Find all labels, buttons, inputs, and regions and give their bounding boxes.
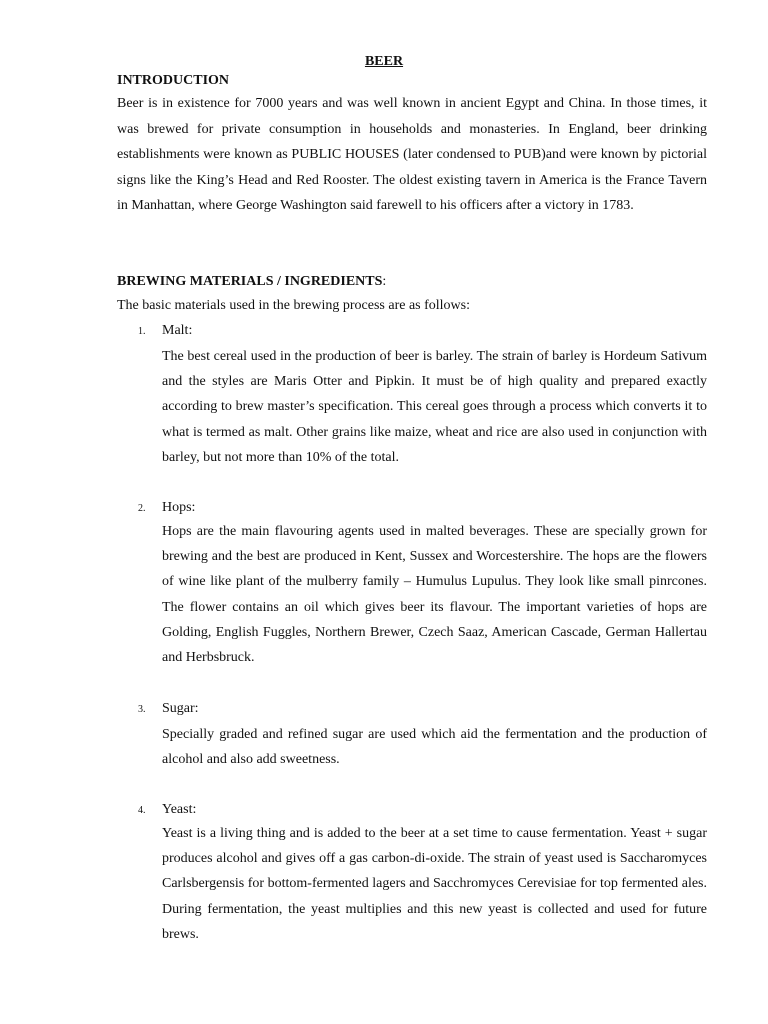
list-item-number: 4.	[138, 805, 146, 816]
list-item-body: Hops are the main flavouring agents used in malted beverages. These are specially grown for brewing and the best are produced in Kent, Sussex and Worcestershire. The hops are the flowers of wine like plant of the mulberry family – Humulus Lupulus. They look like small pinrcones. The flower contains an oil which gives beer its flavour. The important varieties of hops are Golding, English Fuggles, Northern Brewer, Czech Saaz, American Cascade, German Hallertau and Herbsbruck.	[162, 524, 707, 666]
intro-heading: INTRODUCTION	[117, 73, 230, 88]
list-item-number: 2.	[138, 503, 146, 514]
materials-heading-text: BREWING MATERIALS / INGREDIENTS	[117, 274, 383, 289]
document-title: BEER	[364, 54, 404, 69]
materials-intro: The basic materials used in the brewing process are as follows:	[117, 298, 471, 313]
list-item-body: The best cereal used in the production of beer is barley. The strain of barley is Hordeum Sativum and the styles are Maris Otter and Pipkin. It must be of high quality and prepared exactly according to brew master’s specification. This cereal goes through a process which converts it to what is termed as malt. Other grains like maize, wheat and rice are also used in conjunction with barley, but not more than 10% of the total.	[162, 349, 707, 465]
list-item-title: Malt:	[162, 323, 193, 338]
list-item-number: 3.	[138, 704, 146, 715]
list-item-number: 1.	[138, 326, 146, 337]
list-item-body: Yeast is a living thing and is added to the beer at a set time to cause fermentation. Yeast + sugar produces alcohol and gives off a gas carbon-di-oxide. The strain of yeast used is Saccharomyces Carlsbergensis for bottom-fermented lagers and Sacchromyces Cerevisiae for top fermented ales. During fermentation, the yeast multiplies and this new yeast is collected and used for future brews.	[162, 826, 707, 942]
list-item-title: Sugar:	[162, 701, 199, 716]
materials-heading	[117, 272, 386, 292]
materials-heading-colon: :	[382, 274, 387, 289]
list-item-body: Specially graded and refined sugar are used which aid the fermentation and the production of alcohol and also add sweetness.	[162, 727, 707, 768]
list-item-title: Hops:	[162, 500, 196, 515]
intro-paragraph: Beer is in existence for 7000 years and was well known in ancient Egypt and China. In those times, it was brewed for private consumption in households and monasteries. In England, beer drinking establishments were known as PUBLIC HOUSES (later condensed to PUB)and were known by pictorial signs like the King’s Head and Red Rooster. The oldest existing tavern in America is the France Tavern in Manhattan, where George Washington said farewell to his officers after a victory in 1783.	[117, 96, 707, 214]
list-item-title: Yeast:	[162, 802, 197, 817]
